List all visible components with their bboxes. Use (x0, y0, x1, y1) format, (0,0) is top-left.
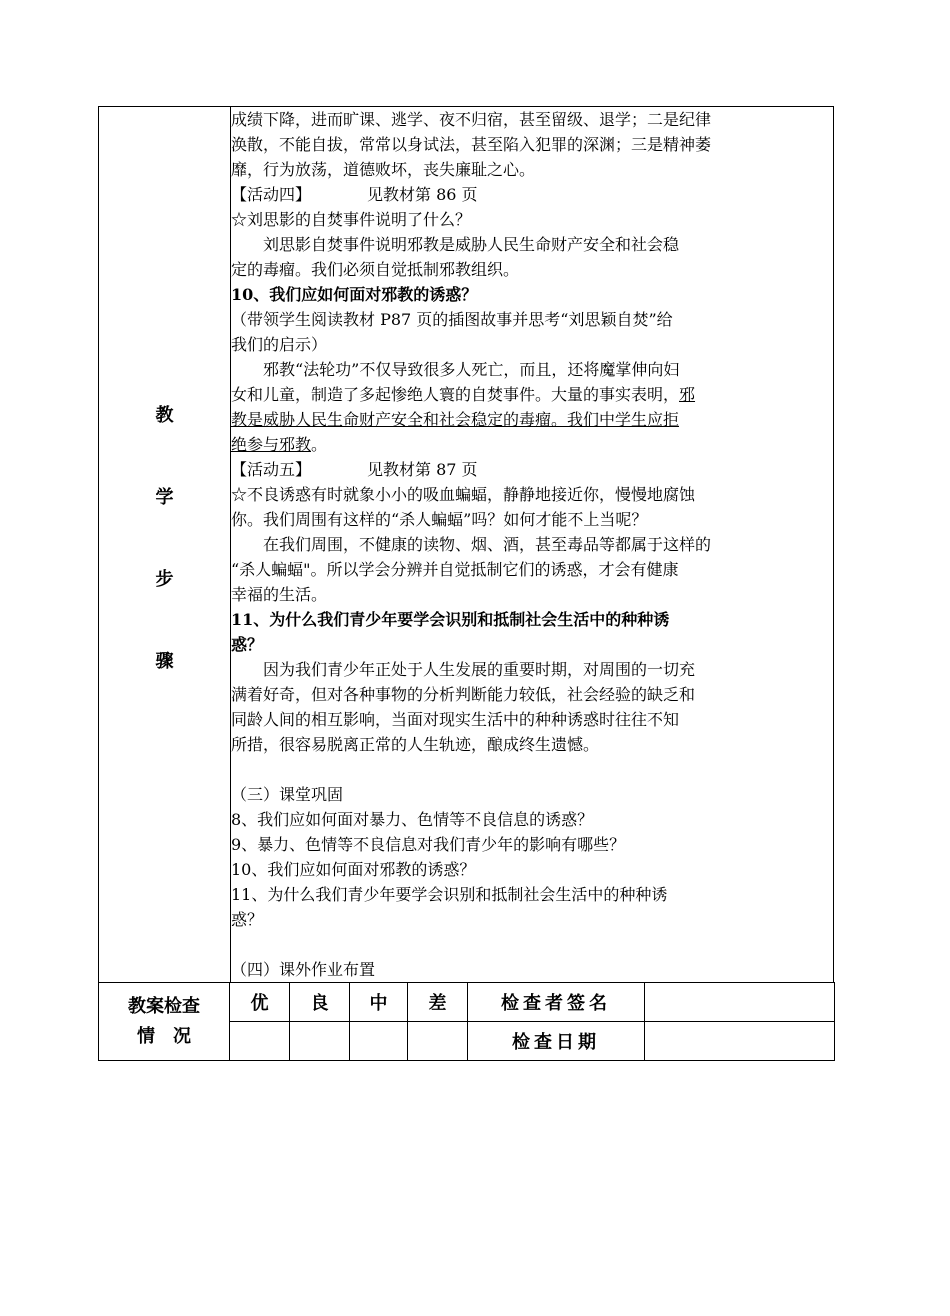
side-label-char-1: 教 (155, 405, 174, 426)
activity-five-heading (231, 457, 833, 482)
grade-good-mark[interactable] (290, 1022, 350, 1061)
question-line: ☆刘思影的自焚事件说明了什么？ (231, 210, 472, 229)
text-line: 成绩下降，进而旷课、逃学、夜不归宿，甚至留级、退学；二是纪律 (231, 110, 712, 129)
lesson-plan-sheet (98, 106, 834, 1061)
answer-line: 在我们周围，不健康的读物、烟、酒，甚至毒品等都属于这样的 (263, 535, 712, 554)
question-line: 你。我们周围有这样的“杀人蝙蝠”吗？如何才能不上当呢？ (231, 510, 648, 529)
teaching-steps-label (99, 107, 230, 731)
text-line: 邪教“法轮功”不仅导致很多人死亡，而且，还将魔掌伸向妇 (263, 360, 680, 379)
checker-signature-label: 检查者签名 (468, 983, 645, 1022)
checker-signature-field[interactable] (645, 983, 835, 1022)
text-fragment: 女和儿童，制造了多起惨绝人寰的自焚事件。大量的事实表明， (231, 385, 680, 404)
plan-check-label (99, 983, 230, 1061)
text-line (231, 407, 833, 432)
guide-line: （带领学生阅读教材 P87 页的插图故事并思考“刘思颖自焚”给 (231, 310, 673, 329)
review-question: 10、我们应如何面对邪教的诱惑？ (231, 860, 476, 879)
review-question: 惑？ (231, 910, 264, 929)
question-line: ☆不良诱惑有时就象小小的吸血蝙蝠，静静地接近你，慢慢地腐蚀 (231, 485, 696, 504)
side-label-char-3: 步 (155, 569, 174, 590)
plan-check-label-line2: 情 况 (137, 1025, 191, 1047)
content-cell (231, 107, 834, 983)
activity-label: 【活动五】 (231, 460, 312, 479)
textbook-reference: 见教材第 87 页 (367, 460, 478, 479)
question-heading-10: 10、我们应如何面对邪教的诱惑？ (231, 285, 478, 304)
grade-poor-mark[interactable] (408, 1022, 468, 1061)
text-line (231, 432, 833, 457)
section-heading-homework: （四）课外作业布置 (231, 960, 376, 979)
text-line (231, 382, 833, 407)
text-line: 涣散，不能自拔，常常以身试法，甚至陷入犯罪的深渊；三是精神萎 (231, 135, 712, 154)
side-label-char-2: 学 (155, 487, 174, 508)
activity-label: 【活动四】 (231, 185, 312, 204)
underlined-key-point: 绝参与邪教 (231, 435, 312, 454)
grade-poor: 差 (408, 983, 468, 1022)
guide-line: 我们的启示） (231, 335, 328, 354)
plan-check-table (98, 982, 835, 1061)
answer-line: 定的毒瘤。我们必须自觉抵制邪教组织。 (231, 260, 520, 279)
spacer (231, 932, 833, 957)
text-fragment: 。 (311, 435, 328, 454)
plan-check-label-line1: 教案检查 (128, 995, 200, 1017)
underlined-key-point: 教是威胁人民生命财产安全和社会稳定的毒瘤。我们中学生应拒 (231, 410, 680, 429)
text-line: 满着好奇，但对各种事物的分析判断能力较低，社会经验的缺乏和 (231, 685, 696, 704)
side-label-cell (99, 107, 231, 983)
section-heading-consolidation: （三）课堂巩固 (231, 785, 344, 804)
text-line: 同龄人间的相互影响，当面对现实生活中的种种诱惑时往往不知 (231, 710, 680, 729)
text-line: 靡，行为放荡，道德败坏，丧失廉耻之心。 (231, 160, 536, 179)
textbook-reference: 见教材第 86 页 (367, 185, 478, 204)
text-line: 因为我们青少年正处于人生发展的重要时期，对周围的一切充 (263, 660, 696, 679)
grade-excellent-mark[interactable] (230, 1022, 290, 1061)
grade-excellent: 优 (230, 983, 290, 1022)
grade-fair: 中 (350, 983, 408, 1022)
answer-line: 刘思影自焚事件说明邪教是威胁人民生命财产安全和社会稳 (263, 235, 680, 254)
review-question: 11、为什么我们青少年要学会识别和抵制社会生活中的种种诱 (231, 885, 668, 904)
text-line: 所措，很容易脱离正常的人生轨迹，酿成终生遗憾。 (231, 735, 600, 754)
answer-line: “杀人蝙蝠"。所以学会分辨并自觉抵制它们的诱惑，才会有健康 (231, 560, 679, 579)
spacer (231, 757, 833, 782)
underlined-key-point: 邪 (679, 385, 696, 404)
question-heading-11: 惑？ (231, 635, 264, 654)
teaching-steps-table (98, 106, 834, 983)
side-label-char-4: 骤 (155, 651, 174, 672)
check-date-field[interactable] (645, 1022, 835, 1061)
answer-line: 幸福的生活。 (231, 585, 328, 604)
grade-fair-mark[interactable] (350, 1022, 408, 1061)
check-date-label: 检查日期 (468, 1022, 645, 1061)
activity-four-heading (231, 182, 833, 207)
review-question: 8、我们应如何面对暴力、色情等不良信息的诱惑？ (231, 810, 594, 829)
question-heading-11: 11、为什么我们青少年要学会识别和抵制社会生活中的种种诱 (231, 610, 670, 629)
review-question: 9、暴力、色情等不良信息对我们青少年的影响有哪些？ (231, 835, 626, 854)
grade-good: 良 (290, 983, 350, 1022)
